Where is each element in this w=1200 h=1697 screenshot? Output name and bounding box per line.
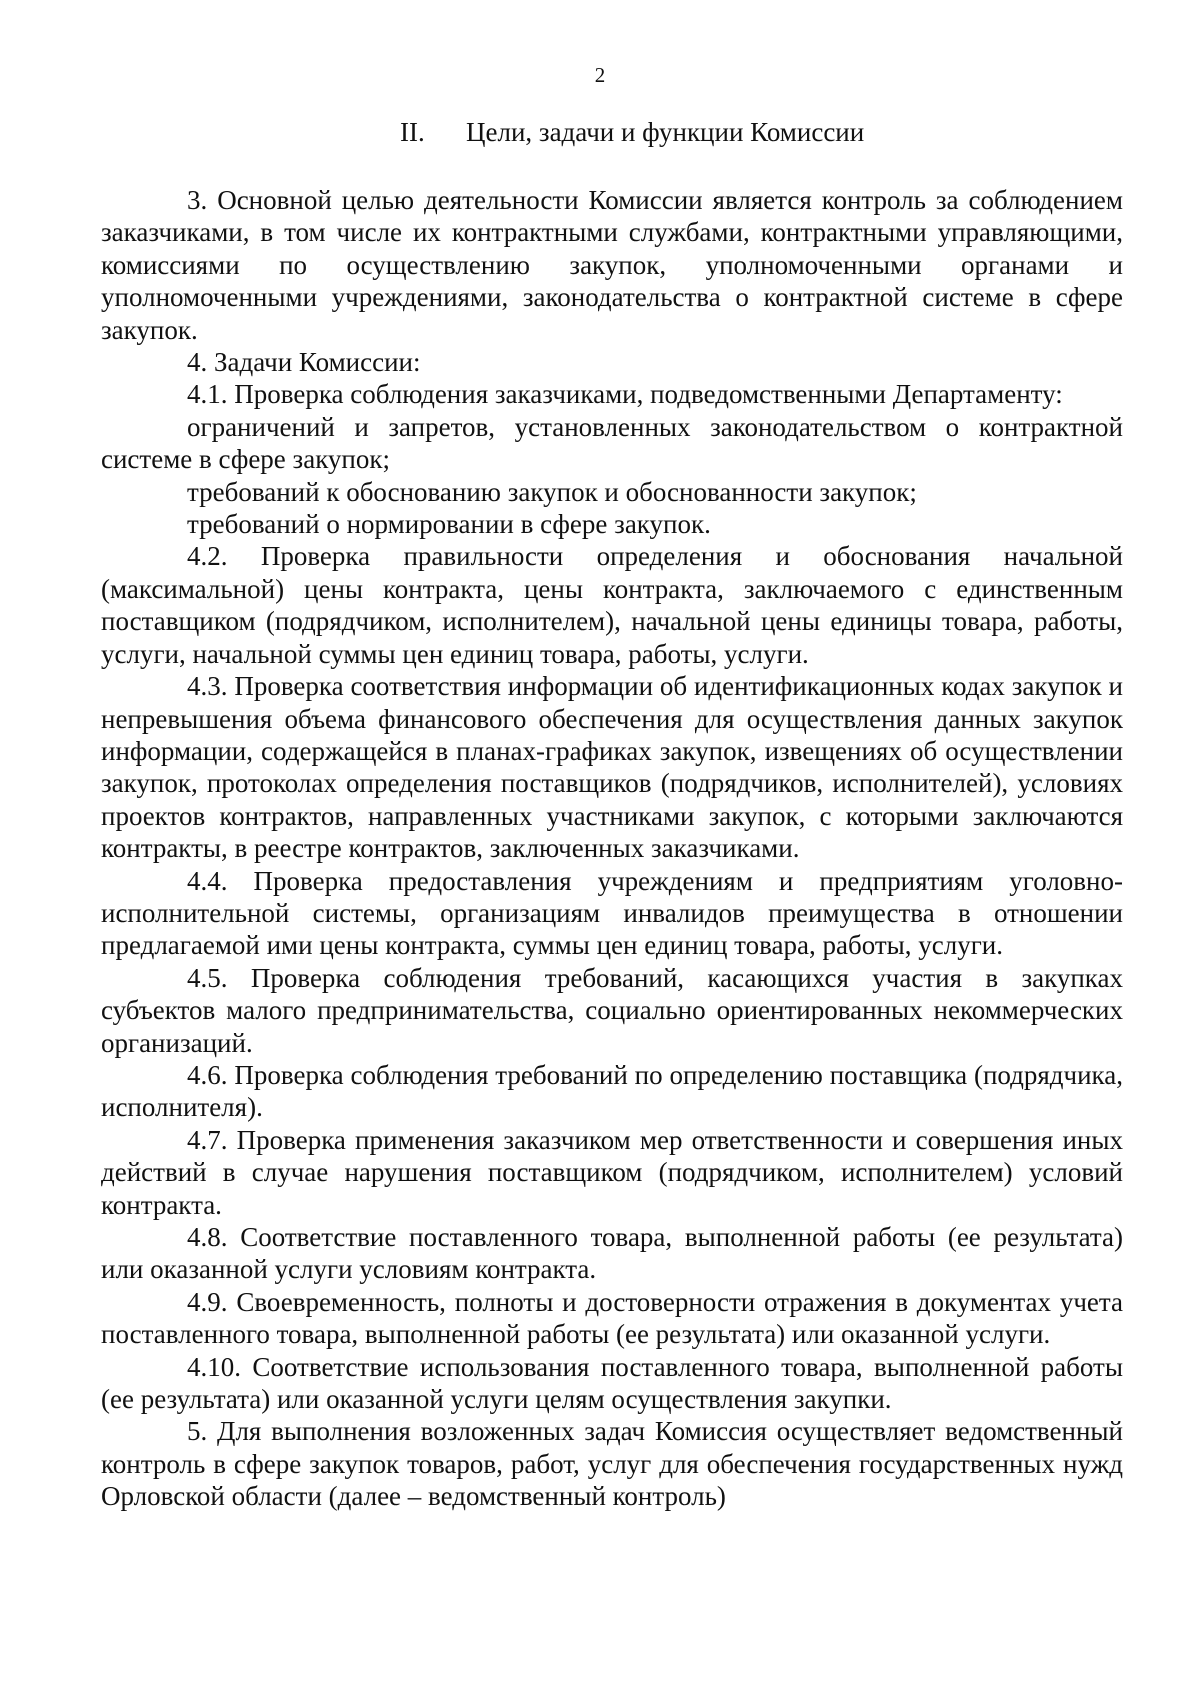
section-number: II. <box>400 117 425 147</box>
paragraph-5: 5. Для выполнения возложенных задач Комиссия осуществляет ведомственный контроль в сфере закупок товаров, работ, услуг для обеспечения государственных нужд Орловской области (далее – ведомственный контроль) <box>101 1416 1123 1512</box>
paragraph-4-5: 4.5. Проверка соблюдения требований, касающихся участия в закупках субъектов малого предпринимательства, социально ориентированных некоммерческих организаций. <box>101 962 1123 1058</box>
section-title-text: Цели, задачи и функции Комиссии <box>466 117 865 147</box>
paragraph-4-4: 4.4. Проверка предоставления учреждениям и предприятиям уголовно-исполнительной системы, организациям инвалидов преимущества в отношении предлагаемой ими цены контракта, суммы цен единиц товара, работы, услуги. <box>101 865 1123 961</box>
paragraph-4-1: 4.1. Проверка соблюдения заказчиками, подведомственными Департаменту: <box>187 379 1063 410</box>
paragraph-4-8: 4.8. Соответствие поставленного товара, выполненной работы (ее результата) или оказанной услуги условиям контракта. <box>101 1222 1123 1285</box>
paragraph-4-7: 4.7. Проверка применения заказчиком мер ответственности и совершения иных действий в случае нарушения поставщиком (подрядчиком, исполнителем) условий контракта. <box>101 1124 1123 1220</box>
paragraph-4-9: 4.9. Своевременность, полноты и достоверности отражения в документах учета поставленного товара, выполненной работы (ее результата) или оказанной услуги. <box>101 1286 1123 1350</box>
paragraph-4-3: 4.3. Проверка соответствия информации об идентификационных кодах закупок и непревышения объема финансового обеспечения для осуществления данных закупок информации, содержащейся в планах-графиках закупок, извещениях об осуществлении закупок, протоколах определения поставщиков (подрядчиков, исполнителей), условиях проектов контрактов, направленных участниками закупок, с которыми заключаются контракты, в реестре контрактов, заключенных заказчиками. <box>101 671 1123 864</box>
paragraph-4-10: 4.10. Соответствие использования поставленного товара, выполненной работы (ее результата) или оказанной услуги целям осуществления закупки. <box>101 1351 1123 1415</box>
paragraph-4-1-restrictions: ограничений и запретов, установленных законодательством о контрактной системе в сфере закупок; <box>101 411 1123 475</box>
paragraph-4-6: 4.6. Проверка соблюдения требований по определению поставщика (подрядчика, исполнителя). <box>101 1059 1123 1123</box>
paragraph-4-1-justification: требований к обоснованию закупок и обоснованности закупок; <box>187 476 917 507</box>
paragraph-4-1-norms: требований о нормировании в сфере закупок. <box>187 509 711 540</box>
page-number: 2 <box>594 63 606 87</box>
paragraph-4-2: 4.2. Проверка правильности определения и обоснования начальной (максимальной) цены контракта, цены контракта, заключаемого с единственным поставщиком (подрядчиком, исполнителем), начальной цены единицы товара, работы, услуги, начальной суммы цен единиц товара, работы, услуги. <box>101 541 1123 669</box>
document-body <box>101 184 1123 1513</box>
section-heading <box>400 114 864 150</box>
paragraph-4: 4. Задачи Комиссии: <box>187 347 421 378</box>
paragraph-3: 3. Основной целью деятельности Комиссии является контроль за соблюдением заказчиками, в том числе их контрактными службами, контрактными управляющими, комиссиями по осуществлению закупок, уполномоченными органами и уполномоченными учреждениями, законодательства о контрактной системе в сфере закупок. <box>101 185 1123 345</box>
